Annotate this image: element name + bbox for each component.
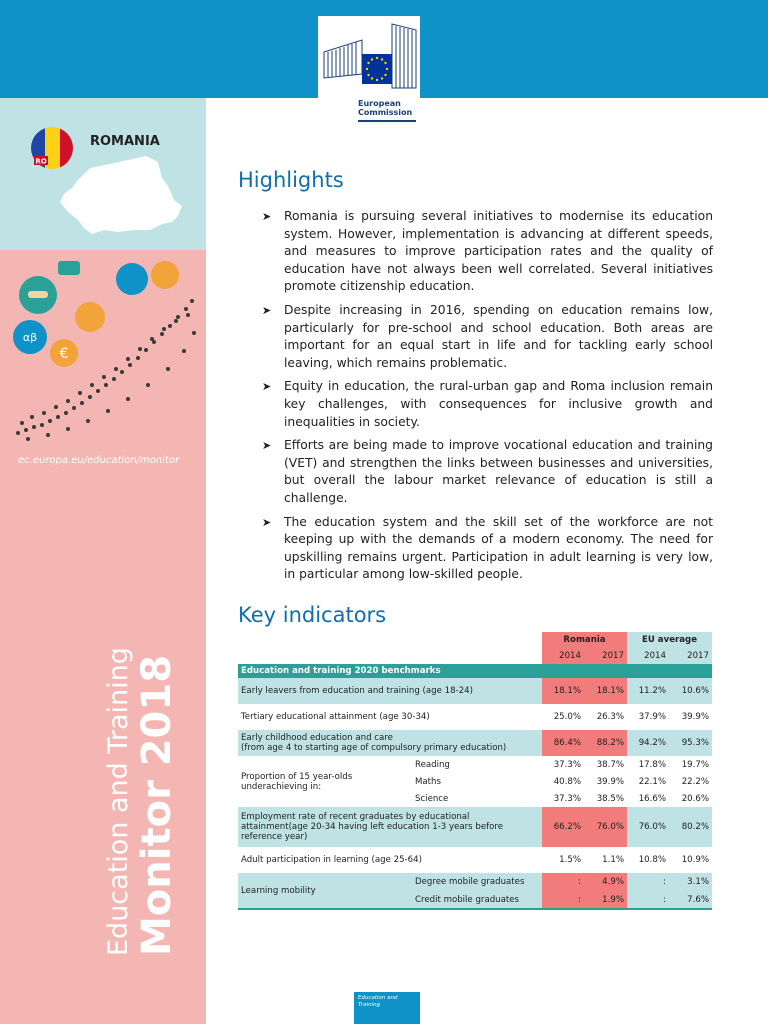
highlights-heading: Highlights <box>238 168 344 192</box>
logo-wordmark: European Commission <box>358 99 413 117</box>
table-years-row <box>238 648 712 664</box>
sub-row-label: Degree mobile graduates <box>412 873 542 891</box>
highlight-item: ➤ Equity in education, the rural-urban gap and Roma inclusion remain key challenges, with consequences for inclusive growth and inequalities in society. <box>262 379 713 429</box>
flag-code-label: RO <box>35 157 47 166</box>
table-row: Proportion of 15 year-olds underachieving in: Reading 37.3% 38.7% 17.8% 19.7% <box>238 756 712 773</box>
arrow-bullet-icon: ➤ <box>262 515 272 529</box>
logo-underline <box>358 120 416 122</box>
row-label: Early leavers from education and training (age 18-24) <box>238 678 542 704</box>
arrow-bullet-icon: ➤ <box>262 210 272 223</box>
year-cell: 2017 <box>584 648 627 664</box>
arrow-bullet-icon: ➤ <box>262 380 272 394</box>
table-row: Science 37.3% 38.5% 16.6% 20.6% <box>238 790 712 807</box>
eu-average-column-header: EU average <box>627 632 712 648</box>
key-indicators-table <box>238 632 712 910</box>
sub-row-label: Credit mobile graduates <box>412 891 542 909</box>
highlight-item: ➤ Romania is pursuing several initiatives to modernise its education system. However, implementation is advancing at different speeds, and measures to improve participation rates and the quality of education have not always been well correlated. Several initiatives promote citizenship education. <box>262 209 713 294</box>
year-cell: 2017 <box>669 648 712 664</box>
table-row: Learning mobility Degree mobile graduates : 4.9% : 3.1% <box>238 873 712 891</box>
row-label: Early childhood education and care (from age 4 to starting age of compulsory primary education) <box>238 730 542 756</box>
key-indicators-heading: Key indicators <box>238 603 387 627</box>
sub-row-label: Maths <box>415 776 441 787</box>
table-header-row <box>238 632 712 648</box>
sub-row-label: Reading <box>415 759 450 770</box>
svg-text:€: € <box>59 346 69 362</box>
year-cell: 2014 <box>542 648 584 664</box>
report-title-vertical <box>104 647 180 956</box>
table-row: Employment rate of recent graduates by educational attainment(age 20-34 having left education 1-3 years before reference year) 66.2% 76.0% 76.0% 80.2% <box>238 807 712 847</box>
highlight-item: ➤ Efforts are being made to improve vocational education and training (VET) and strengthen the links between businesses and universities, but overall the labour market relevance of education is still a challenge. <box>262 438 713 505</box>
report-title-line1: Education and Training <box>103 647 134 956</box>
table-row: Adult participation in learning (age 25-64) 1.5% 1.1% 10.8% 10.9% <box>238 847 712 873</box>
svg-text:αβ: αβ <box>22 331 38 344</box>
blackboard-icon <box>58 261 80 275</box>
highlight-item: ➤ Despite increasing in 2016, spending on education remains low, particularly for pre-school and school education. Both areas are important for an equal start in life and for tackling early school leaving, which remains problematic. <box>262 302 713 370</box>
table-row: Early childhood education and care (from age 4 to starting age of compulsory primary education) 86.4% 88.2% 94.2% 95.3% <box>238 730 712 756</box>
country-name: ROMANIA <box>90 134 160 149</box>
year-cell: 2014 <box>627 648 669 664</box>
laurel-icon <box>151 261 179 289</box>
romania-map-icon <box>50 150 185 245</box>
benchmarks-label: Education and training 2020 benchmarks <box>238 664 712 678</box>
crowd-icon <box>16 299 196 441</box>
romania-column-header: Romania <box>542 632 627 648</box>
monitor-url-link[interactable]: ec.europa.eu/education/monitor <box>18 455 180 466</box>
table-row: Maths 40.8% 39.9% 22.1% 22.2% <box>238 773 712 790</box>
row-label: Employment rate of recent graduates by educational attainment(age 20-34 having left education 1-3 years before reference year) <box>238 807 542 847</box>
teacher-icon <box>116 263 148 295</box>
arrow-bullet-icon: ➤ <box>262 303 272 317</box>
row-label: Adult participation in learning (age 25-64) <box>241 855 422 865</box>
european-commission-logo[interactable] <box>318 16 420 128</box>
students-icon <box>75 302 105 332</box>
arrow-bullet-icon: ➤ <box>262 439 272 453</box>
benchmarks-header-row <box>238 664 712 678</box>
report-title-line2: Monitor 2018 <box>134 654 180 956</box>
education-crowd-illustration <box>8 255 200 445</box>
highlights-list <box>262 208 713 590</box>
table-row: Credit mobile graduates : 1.9% : 7.6% <box>238 891 712 909</box>
table-row: Tertiary educational attainment (age 30-34) 25.0% 26.3% 37.9% 39.9% <box>238 704 712 730</box>
sub-row-label: Science <box>415 793 449 804</box>
table-row: Early leavers from education and training (age 18-24) 18.1% 18.1% 11.2% 10.6% <box>238 678 712 704</box>
footer-series-label: Education and Training <box>354 992 420 1024</box>
row-label: Proportion of 15 year-olds underachieving in: <box>241 771 353 792</box>
row-label: Learning mobility <box>238 873 412 909</box>
row-label: Tertiary educational attainment (age 30-34) <box>241 712 430 722</box>
highlight-item: ➤ The education system and the skill set of the workforce are not keeping up with the demands of a modern economy. The need for upskilling remains urgent. Participation in adult learning is very low, in particular among low-skilled people. <box>262 514 713 582</box>
